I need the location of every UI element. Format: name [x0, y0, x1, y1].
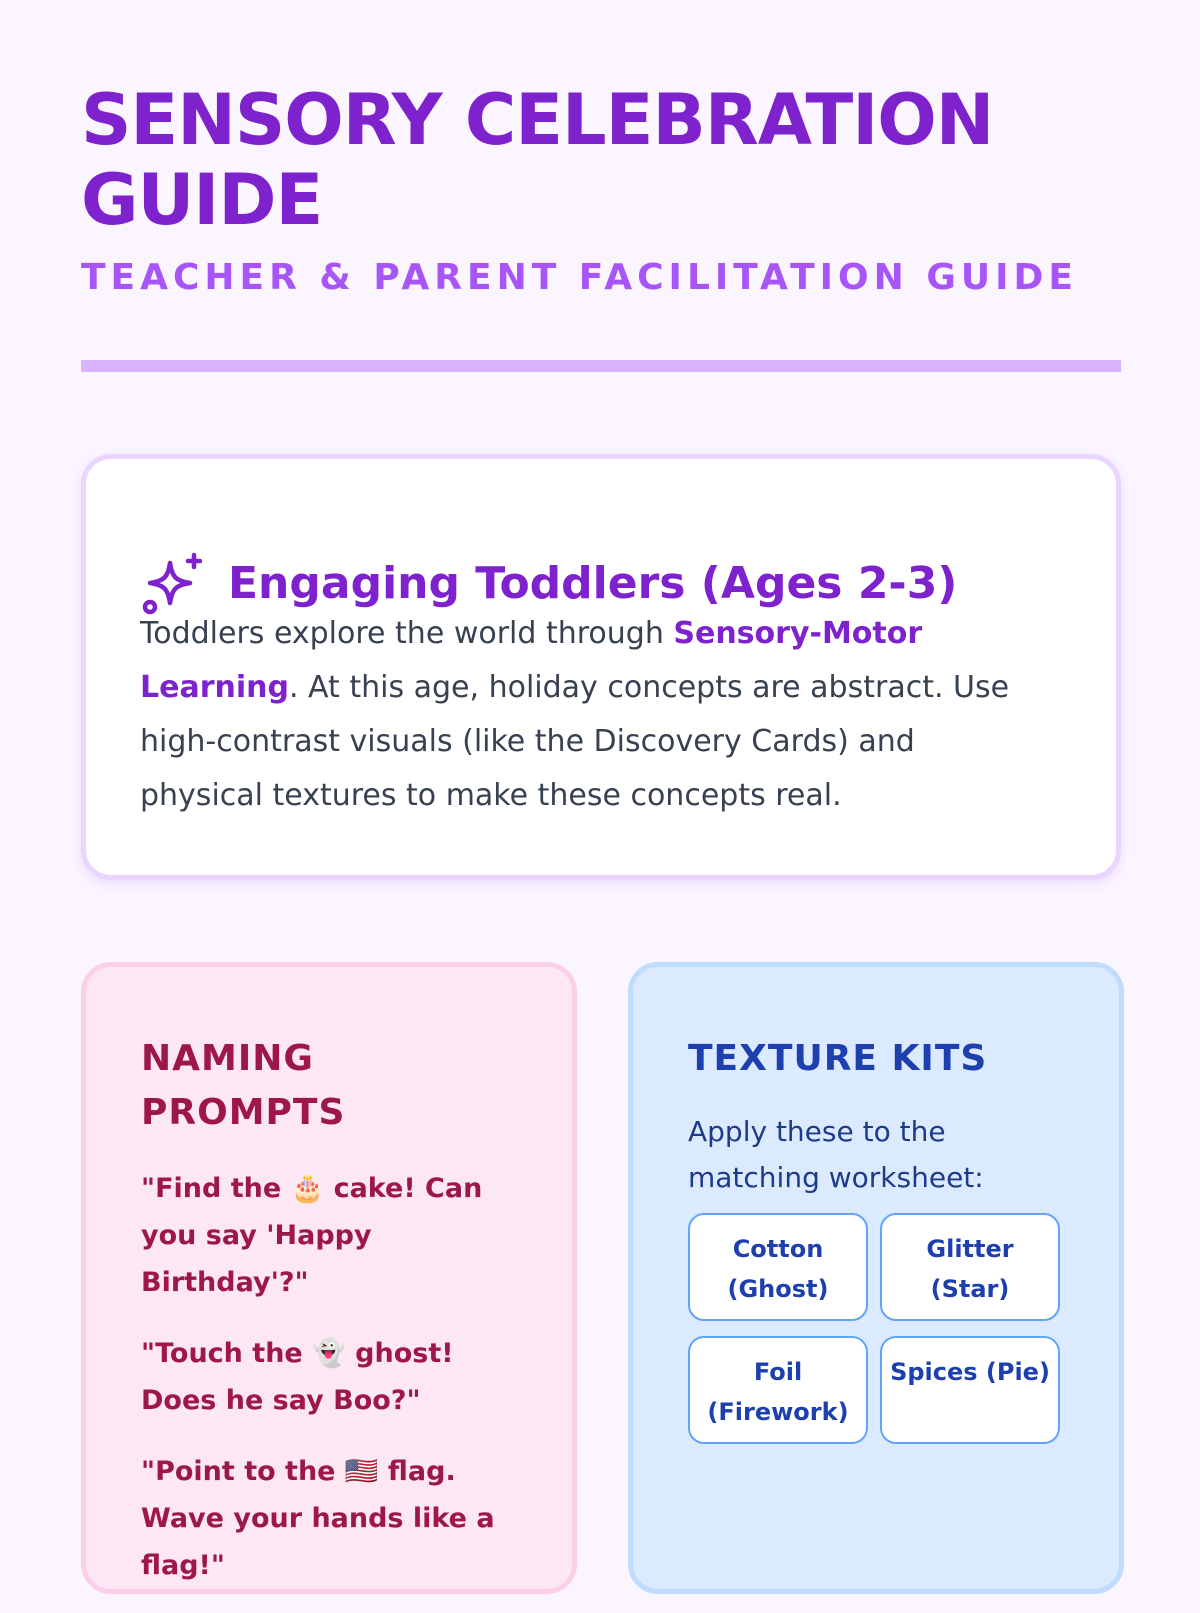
page-title: SENSORY CELEBRATION GUIDE [81, 79, 994, 241]
texture-kits-title: TEXTURE KITS [688, 1038, 988, 1079]
texture-kit-label: Foil (Firework) [707, 1358, 849, 1426]
texture-kit-label: Spices (Pie) [890, 1358, 1050, 1386]
texture-kit-grid [688, 1213, 1060, 1444]
texture-kits-description: Apply these to the matching worksheet: [688, 1115, 984, 1194]
texture-kit-spices[interactable] [880, 1336, 1060, 1444]
intro-title: Engaging Toddlers (Ages 2-3) [228, 557, 958, 609]
naming-prompts-title: NAMING PROMPTS [141, 1038, 346, 1133]
naming-prompts-card [81, 962, 577, 1594]
page-subtitle: TEACHER & PARENT FACILITATION GUIDE [81, 257, 1078, 298]
texture-kit-label: Cotton (Ghost) [727, 1235, 829, 1303]
texture-kit-foil[interactable] [688, 1336, 868, 1444]
prompt-item: "Find the 🎂 cake! Can you say 'Happy Birthday'?" [141, 1173, 483, 1298]
prompt-item: "Point to the 🇺🇸 flag. Wave your hands like a flag!" [141, 1456, 495, 1581]
intro-highlight: Sensory-Motor Learning [140, 616, 923, 705]
texture-kit-cotton[interactable] [688, 1213, 868, 1321]
texture-kits-card [628, 962, 1124, 1594]
header-divider [81, 360, 1121, 372]
intro-body-text-end: . At this age, holiday concepts are abstract. Use high-contrast visuals (like the Discovery Cards) and physical textures to make these concepts real. [140, 670, 1010, 813]
intro-body [140, 607, 1045, 823]
intro-body-text: Toddlers explore the world through [140, 616, 674, 651]
prompt-list [141, 1165, 521, 1613]
intro-card [81, 454, 1121, 880]
prompt-item: "Touch the 👻 ghost! Does he say Boo?" [141, 1338, 454, 1416]
texture-kit-glitter[interactable] [880, 1213, 1060, 1321]
texture-kit-label: Glitter (Star) [926, 1235, 1014, 1303]
